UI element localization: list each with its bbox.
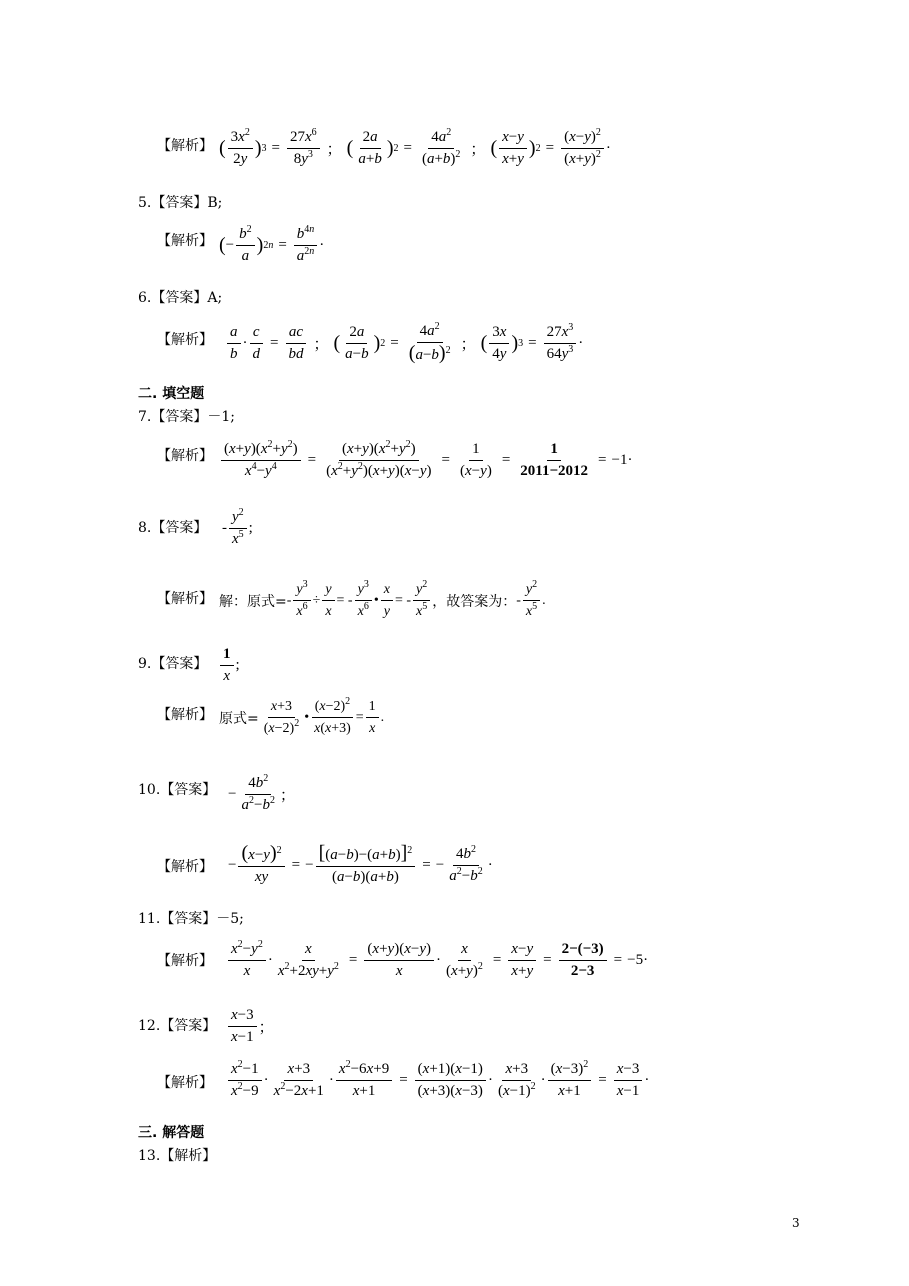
analysis-8-label: 【解析】 bbox=[157, 591, 213, 607]
item-13-label: 13.【解析】 bbox=[138, 1148, 217, 1164]
analysis-4-label: 【解析】 bbox=[157, 138, 213, 154]
analysis-11-formula: $\frac{x^2-y^2}{x}$ · $\frac{x}{x^2+2xy+y^2}$ = $\frac{(x+y)(x-y)}{x}$ · $\frac{x}{(x+y)^2}$ = $\frac{x-y}{x+y}$ = $\frac{2-(-3)}{2-3}$ = −5 · bbox=[226, 940, 648, 981]
item-9-answer-label: 9.【答案】 bbox=[138, 656, 208, 672]
section-fill-heading: 二. 填空题 bbox=[138, 386, 205, 402]
item-9-answer-formula: $\frac{1}{x}$ ; bbox=[218, 645, 240, 686]
item-10-answer-label: 10.【答案】 bbox=[138, 782, 217, 798]
item-8-answer-label: 8.【答案】 bbox=[138, 520, 208, 536]
analysis-12-label: 【解析】 bbox=[157, 1075, 213, 1091]
analysis-11-label: 【解析】 bbox=[157, 953, 213, 969]
analysis-7-label: 【解析】 bbox=[157, 448, 213, 464]
analysis-10-formula: − $\frac{(x-y)^2}{xy}$ = − $\frac{[(a-b)-(a+b)]^2}{(a-b)(a+b)}$ = − $\frac{4b^2}{a^2-b^2}$ · bbox=[228, 842, 493, 885]
item-11-answer: 11.【答案】－5; bbox=[138, 911, 244, 927]
item-8-answer-formula: - $\frac{y^2}{x^5}$ ; bbox=[222, 507, 253, 547]
item-6-answer: 6.【答案】A; bbox=[138, 290, 223, 306]
page-number: 3 bbox=[792, 1216, 800, 1230]
section-solve-heading: 三. 解答题 bbox=[138, 1125, 205, 1141]
item-12-answer-formula: $\frac{x-3}{x-1}$ ； bbox=[226, 1006, 274, 1047]
analysis-12-formula: $\frac{x^2-1}{x^2-9}$ · $\frac{x+3}{x^2-2x+1}$ · $\frac{x^2-6x+9}{x+1}$ = $\frac{(x+1)(x-1)}{(x+3)(x-3)}$ · $\frac{x+3}{(x-1)^2}$ · $\frac{(x-3)^2}{x+1}$ = $\frac{x-3}{x-1}$ · bbox=[226, 1060, 649, 1101]
analysis-4-formula: ( $\frac{3x^2}{2y}$ ) 3 = $\frac{27x^6}{8y^3}$ ； ( $\frac{2a}{a+b}$ ) 2 = $\frac{4a^2}{(a+b)^2}$ ； ( $\frac{x-y}{x+y}$ ) 2 = $\frac{(x-y)^2}{(x+y)^2}$ · bbox=[219, 127, 611, 167]
analysis-8-formula: 解：原式= - $\frac{y^3}{x^6}$ ÷ $\frac{y}{x}$ = - $\frac{y^3}{x^6}$ • $\frac{x}{y}$ = - $\frac{y^2}{x^5}$ ，故答案为： - $\frac{y^2}{x^5}$ . bbox=[219, 579, 546, 619]
analysis-5-label: 【解析】 bbox=[157, 233, 213, 249]
analysis-7-formula: $\frac{(x+y)(x^2+y^2)}{x^4-y^4}$ = $\frac{(x+y)(x^2+y^2)}{(x^2+y^2)(x+y)(x-y)}$ = $\frac{1}{(x-y)}$ = $\frac{1}{2011-2012}$ = −1 · bbox=[219, 440, 632, 481]
analysis-6-formula: $\frac{a}{b}$ · $\frac{c}{d}$ = $\frac{ac}{bd}$ ； ( $\frac{2a}{a-b}$ ) 2 = $\frac{4a^2}{(a-b)^2}$ ； ( $\frac{3x}{4y}$ ) 3 = $\frac{27x^3}{64y^3}$ · bbox=[225, 322, 583, 365]
item-7-answer: 7.【答案】－1; bbox=[138, 409, 235, 425]
item-12-answer-label: 12.【答案】 bbox=[138, 1018, 217, 1034]
analysis-6-label: 【解析】 bbox=[157, 332, 213, 348]
item-10-answer-formula: − $\frac{4b^2}{a^2-b^2}$ ； bbox=[228, 773, 295, 813]
analysis-10-label: 【解析】 bbox=[157, 859, 213, 875]
item-5-answer: 5.【答案】B; bbox=[138, 195, 223, 211]
analysis-9-formula: 原式= $\frac{x+3}{(x-2)^2}$ • $\frac{(x-2)^2}{x(x+3)}$ = $\frac{1}{x}$ . bbox=[219, 696, 385, 736]
analysis-5-formula: ( − $\frac{b^2}{a}$ ) 2n = $\frac{b^{4n}}{a^{2n}}$ · bbox=[219, 224, 325, 264]
analysis-9-label: 【解析】 bbox=[157, 707, 213, 723]
